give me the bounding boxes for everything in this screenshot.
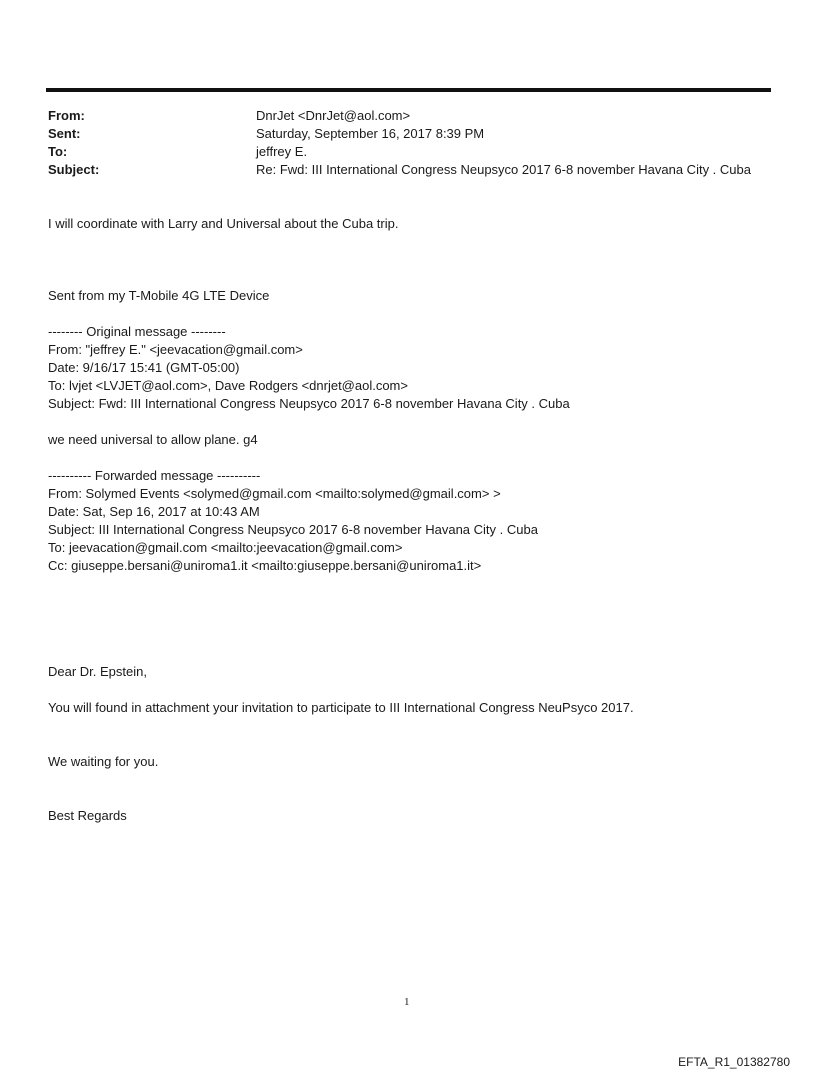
signature: Sent from my T-Mobile 4G LTE Device — [48, 288, 270, 303]
paragraph-waiting: We waiting for you. — [48, 754, 159, 769]
from-value: DnrJet <DnrJet@aol.com> — [256, 108, 411, 123]
paragraph-invitation: You will found in attachment your invitation to participate to III International Congress NeuPsyco 2017. — [48, 700, 634, 715]
header-divider — [46, 88, 771, 92]
forwarded-to: To: jeevacation@gmail.com <mailto:jeevacation@gmail.com> — [48, 540, 403, 555]
original-subject: Subject: Fwd: III International Congress Neupsyco 2017 6-8 november Havana City . Cuba — [48, 396, 570, 411]
original-from: From: "jeffrey E." <jeevacation@gmail.com> — [48, 342, 303, 357]
greeting: Dear Dr. Epstein, — [48, 664, 147, 679]
subject-value: Re: Fwd: III International Congress Neupsyco 2017 6-8 november Havana City . Cuba — [256, 162, 751, 177]
bates-number: EFTA_R1_01382780 — [678, 1055, 790, 1069]
forwarded-subject: Subject: III International Congress Neupsyco 2017 6-8 november Havana City . Cuba — [48, 522, 538, 537]
forwarded-date: Date: Sat, Sep 16, 2017 at 10:43 AM — [48, 504, 260, 519]
forwarded-message-header: ---------- Forwarded message ---------- — [48, 468, 261, 483]
reply-line: I will coordinate with Larry and Universal about the Cuba trip. — [48, 216, 399, 231]
original-to: To: lvjet <LVJET@aol.com>, Dave Rodgers <dnrjet@aol.com> — [48, 378, 408, 393]
sent-value: Saturday, September 16, 2017 8:39 PM — [256, 126, 485, 141]
sent-label: Sent: — [48, 126, 81, 141]
to-value: jeffrey E. — [256, 144, 308, 159]
forwarded-cc: Cc: giuseppe.bersani@uniroma1.it <mailto:giuseppe.bersani@uniroma1.it> — [48, 558, 482, 573]
closing: Best Regards — [48, 808, 127, 823]
original-message-header: -------- Original message -------- — [48, 324, 226, 339]
from-label: From: — [48, 108, 85, 123]
to-label: To: — [48, 144, 68, 159]
page-number: 1 — [404, 996, 410, 1008]
original-date: Date: 9/16/17 15:41 (GMT-05:00) — [48, 360, 240, 375]
forwarded-from: From: Solymed Events <solymed@gmail.com <mailto:solymed@gmail.com> > — [48, 486, 501, 501]
subject-label: Subject: — [48, 162, 100, 177]
original-message-text: we need universal to allow plane. g4 — [48, 432, 258, 447]
